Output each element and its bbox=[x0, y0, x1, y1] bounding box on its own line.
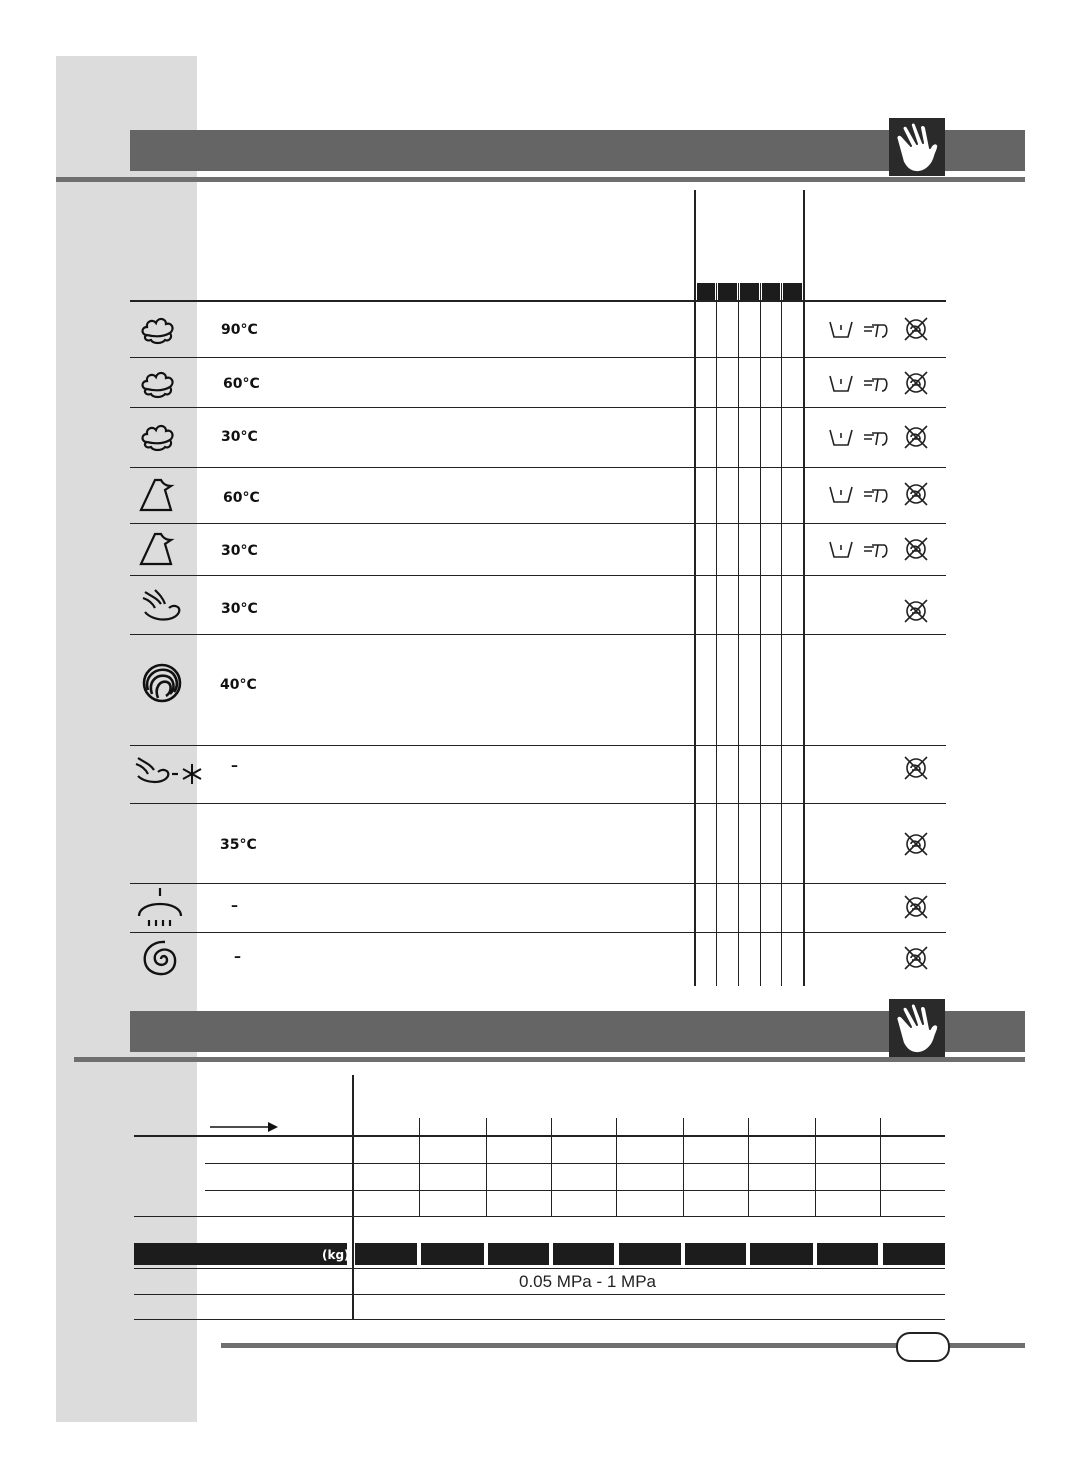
spec-row-divider bbox=[134, 1319, 945, 1320]
page-sidebar-strip bbox=[56, 56, 197, 1422]
spec-row-divider bbox=[205, 1163, 945, 1164]
black-square-icon bbox=[740, 283, 759, 301]
no-iron-icon bbox=[905, 483, 927, 505]
spec-kg-cell bbox=[355, 1243, 417, 1265]
hand-icon bbox=[889, 999, 945, 1057]
spec-kg-cell bbox=[488, 1243, 549, 1265]
handwash-cold-icon bbox=[132, 752, 207, 796]
prewash-tub-icon bbox=[830, 430, 852, 445]
no-iron-icon bbox=[905, 947, 927, 969]
program-temperature: 35°C bbox=[220, 837, 257, 853]
program-temperature: 60°C bbox=[223, 376, 260, 392]
arrow-right-icon bbox=[210, 1120, 280, 1134]
program-row-divider bbox=[130, 467, 946, 468]
softener-icon bbox=[864, 325, 887, 337]
spin-spiral-icon bbox=[137, 937, 187, 981]
program-table-col-divider bbox=[803, 190, 805, 986]
spec-kg-row-label-cell bbox=[134, 1243, 347, 1265]
spec-col-divider bbox=[616, 1118, 617, 1216]
program-row-divider bbox=[130, 745, 946, 746]
program-row-divider bbox=[130, 803, 946, 804]
program-row-divider bbox=[130, 407, 946, 408]
no-iron-icon bbox=[905, 318, 927, 340]
no-iron-icon bbox=[905, 600, 927, 622]
black-square-icon bbox=[697, 283, 715, 301]
program-temperature: 90°C bbox=[221, 322, 258, 338]
spec-col-divider bbox=[486, 1118, 487, 1216]
no-iron-icon bbox=[905, 896, 927, 918]
program-row-divider bbox=[130, 634, 946, 635]
program-temperature: 30°C bbox=[221, 601, 258, 617]
handwash-icon bbox=[135, 584, 185, 628]
program-row-divider bbox=[130, 523, 946, 524]
spec-kg-cell bbox=[685, 1243, 746, 1265]
spec-table-header-rule bbox=[134, 1135, 945, 1137]
synthetic-icon bbox=[135, 528, 185, 572]
care-symbols bbox=[826, 480, 936, 508]
prewash-tub-icon bbox=[830, 487, 852, 502]
program-row-divider bbox=[130, 357, 946, 358]
spec-col-divider bbox=[815, 1118, 816, 1216]
section-header-rule-programs bbox=[56, 177, 1025, 182]
no-iron-icon bbox=[905, 538, 927, 560]
page-number-badge bbox=[896, 1332, 950, 1362]
spec-kg-cell bbox=[553, 1243, 614, 1265]
spec-kg-cell bbox=[619, 1243, 681, 1265]
section-header-rule-specs bbox=[74, 1057, 1025, 1062]
care-symbols bbox=[826, 535, 936, 563]
care-symbols bbox=[826, 893, 936, 921]
cotton-icon bbox=[133, 361, 183, 405]
spec-col-divider bbox=[748, 1118, 749, 1216]
cotton-icon bbox=[133, 414, 183, 458]
care-symbols bbox=[826, 315, 936, 343]
hand-icon bbox=[889, 118, 945, 176]
prewash-tub-icon bbox=[830, 542, 852, 557]
program-temperature: – bbox=[231, 898, 238, 914]
program-temperature: 60°C bbox=[223, 490, 260, 506]
program-table-col-divider bbox=[694, 190, 696, 986]
care-symbols bbox=[826, 830, 936, 858]
spec-kg-cell bbox=[883, 1243, 945, 1265]
rinse-shower-icon bbox=[135, 886, 185, 930]
spec-kg-cell bbox=[750, 1243, 813, 1265]
care-symbols bbox=[826, 369, 936, 397]
no-iron-icon bbox=[905, 833, 927, 855]
spec-col-divider bbox=[880, 1118, 881, 1216]
spec-col-divider bbox=[683, 1118, 684, 1216]
black-square-icon bbox=[762, 283, 780, 301]
spec-col-divider bbox=[551, 1118, 552, 1216]
synthetic-icon bbox=[135, 474, 185, 518]
program-temperature: – bbox=[231, 758, 238, 774]
care-symbols bbox=[826, 597, 936, 625]
spec-col-divider bbox=[419, 1118, 420, 1216]
softener-icon bbox=[864, 379, 887, 391]
care-symbols bbox=[826, 423, 936, 451]
black-square-icon bbox=[718, 283, 737, 301]
prewash-tub-icon bbox=[830, 322, 852, 337]
no-iron-icon bbox=[905, 372, 927, 394]
spec-row-divider bbox=[134, 1294, 945, 1295]
program-row-divider bbox=[130, 883, 946, 884]
program-table-header-rule bbox=[130, 300, 946, 302]
care-symbols bbox=[826, 754, 936, 782]
black-square-icon bbox=[783, 283, 802, 301]
softener-icon bbox=[864, 433, 887, 445]
program-temperature: 30°C bbox=[221, 429, 258, 445]
spec-table-label-divider bbox=[352, 1075, 354, 1320]
prewash-tub-icon bbox=[830, 376, 852, 391]
no-iron-icon bbox=[905, 757, 927, 779]
no-iron-icon bbox=[905, 426, 927, 448]
program-temperature: – bbox=[234, 949, 241, 965]
spec-kg-cell bbox=[817, 1243, 878, 1265]
wool-icon bbox=[138, 660, 188, 706]
kg-unit-label: (kg) bbox=[322, 1248, 350, 1262]
spec-row-divider bbox=[134, 1216, 945, 1217]
program-temperature: 30°C bbox=[221, 543, 258, 559]
cotton-icon bbox=[133, 307, 183, 351]
spec-row-divider bbox=[205, 1190, 945, 1191]
softener-icon bbox=[864, 545, 887, 557]
water-pressure-value: 0.05 MPa - 1 MPa bbox=[519, 1272, 657, 1291]
program-row-divider bbox=[130, 575, 946, 576]
program-temperature: 40°C bbox=[220, 677, 257, 693]
softener-icon bbox=[864, 490, 887, 502]
program-row-divider bbox=[130, 932, 946, 933]
spec-kg-cell bbox=[421, 1243, 484, 1265]
care-symbols bbox=[826, 944, 936, 972]
spec-row-divider bbox=[134, 1268, 945, 1269]
